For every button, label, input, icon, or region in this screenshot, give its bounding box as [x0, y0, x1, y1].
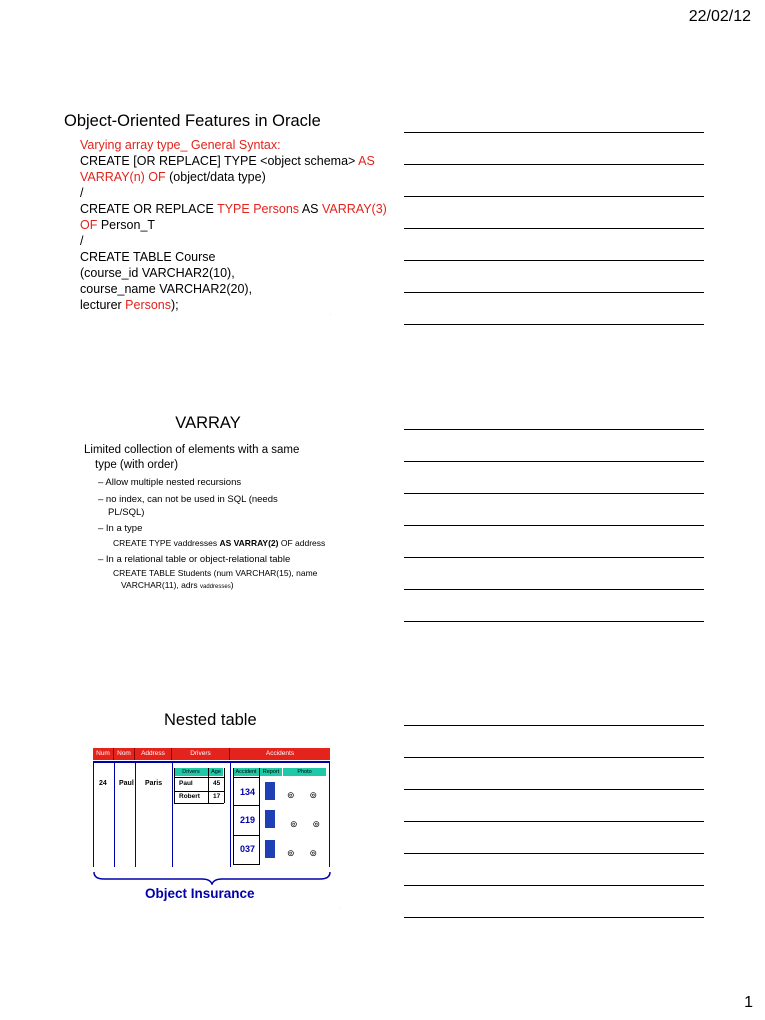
brace-icon	[92, 871, 332, 885]
accident-id: 037	[240, 844, 256, 854]
date-header: 22/02/12	[688, 8, 751, 25]
code-example: CREATE TABLE Students (num VARCHAR(15), name	[113, 568, 318, 578]
header-address: Address	[135, 748, 172, 760]
note-line	[404, 821, 704, 822]
bullet-cont: type (with order)	[95, 459, 179, 471]
header-drivers: Drivers	[172, 748, 230, 760]
sub-border	[208, 768, 209, 803]
note-line	[404, 789, 704, 790]
code-line: OF Person_T	[80, 218, 156, 232]
note-line	[404, 196, 704, 197]
col-border	[93, 761, 94, 867]
note-line	[404, 228, 704, 229]
note-line	[404, 621, 704, 622]
report-sub-header: Report	[260, 768, 282, 776]
sub-bullet: – In a relational table or object-relational table	[98, 554, 291, 565]
sub-divider	[174, 803, 224, 804]
slide-marker: ·	[339, 905, 341, 910]
cell-address: Paris	[145, 780, 163, 787]
driver-name: Paul	[179, 780, 193, 787]
col-border	[135, 761, 136, 867]
sub-divider	[174, 777, 224, 778]
photo-car-icon: ⊚ ⊚	[287, 790, 318, 800]
sub-divider	[233, 805, 259, 806]
code-example: VARCHAR(11), adrs vaddresses)	[121, 580, 234, 590]
code-line: course_name VARCHAR2(20),	[80, 282, 253, 296]
note-line	[404, 164, 704, 165]
note-line	[404, 885, 704, 886]
syntax-heading: Varying array type_ General Syntax:	[80, 138, 281, 152]
driver-name: Robert	[179, 793, 200, 800]
slide-title: Nested table	[164, 711, 257, 729]
cell-nom: Paul	[119, 780, 134, 787]
accident-sub-header: Accident	[233, 768, 259, 776]
header-num: Num	[93, 748, 114, 760]
accident-id: 134	[240, 787, 256, 797]
col-border	[230, 761, 231, 867]
sub-divider	[233, 864, 259, 865]
slide-title: Object-Oriented Features in Oracle	[64, 112, 321, 130]
sub-border	[259, 768, 260, 865]
report-document-icon	[265, 840, 275, 858]
note-line	[404, 493, 704, 494]
note-line	[404, 725, 704, 726]
note-line	[404, 917, 704, 918]
age-sub-header: Age	[209, 768, 223, 776]
report-document-icon	[265, 810, 275, 828]
cell-num: 24	[99, 780, 107, 787]
note-line	[404, 757, 704, 758]
code-line: /	[80, 186, 84, 200]
sub-bullet-cont: PL/SQL)	[108, 507, 145, 518]
sub-border	[233, 768, 234, 865]
note-line	[404, 557, 704, 558]
sub-divider	[174, 791, 224, 792]
table-divider	[93, 761, 330, 763]
col-border	[114, 761, 115, 867]
page-number: 1	[744, 994, 753, 1011]
col-border	[329, 761, 330, 867]
slide-varray	[78, 414, 348, 593]
header-accidents: Accidents	[230, 748, 330, 760]
code-example: CREATE TYPE vaddresses AS VARRAY(2) OF address	[113, 538, 326, 548]
note-line	[404, 525, 704, 526]
note-line	[404, 292, 704, 293]
sub-bullet: – Allow multiple nested recursions	[98, 477, 242, 488]
sub-divider	[233, 835, 259, 836]
slide-title: VARRAY	[175, 414, 241, 432]
col-border	[172, 761, 173, 867]
code-line: CREATE OR REPLACE TYPE Persons AS VARRAY(3)	[80, 202, 387, 216]
note-line	[404, 132, 704, 133]
bullet: Limited collection of elements with a same	[84, 444, 300, 456]
code-line: lecturer Persons);	[80, 298, 179, 312]
header-nom: Nom	[114, 748, 135, 760]
note-line	[404, 853, 704, 854]
note-line	[404, 260, 704, 261]
driver-age: 17	[213, 793, 221, 800]
sub-divider	[233, 777, 259, 778]
note-line	[404, 324, 704, 325]
note-line	[404, 461, 704, 462]
sub-border	[224, 768, 225, 803]
slide-object-oriented	[60, 112, 387, 313]
sub-bullet: – In a type	[98, 523, 143, 534]
note-line	[404, 589, 704, 590]
slide-body	[84, 443, 348, 593]
drivers-sub-header: Drivers	[174, 768, 208, 776]
sub-bullet: – no index, can not be used in SQL (needs	[98, 494, 278, 505]
slide-marker: ·	[330, 312, 332, 317]
note-line	[404, 429, 704, 430]
code-line: /	[80, 234, 84, 248]
photo-car-icon: ⊚ ⊚	[287, 848, 318, 858]
nested-table-figure	[93, 748, 330, 870]
code-line: CREATE [OR REPLACE] TYPE <object schema> AS	[80, 154, 375, 168]
code-line: (course_id VARCHAR2(10),	[80, 266, 235, 280]
driver-age: 45	[213, 780, 221, 787]
code-line: VARRAY(n) OF (object/data type)	[80, 170, 266, 184]
photo-sub-header: Photo	[283, 768, 326, 776]
figure-caption: Object Insurance	[145, 886, 255, 901]
report-document-icon	[265, 782, 275, 800]
slide-body	[80, 137, 387, 313]
accident-id: 219	[240, 815, 256, 825]
code-line: CREATE TABLE Course	[80, 250, 216, 264]
sub-border	[174, 768, 175, 803]
photo-car-icon: ⊚ ⊚	[290, 819, 321, 829]
